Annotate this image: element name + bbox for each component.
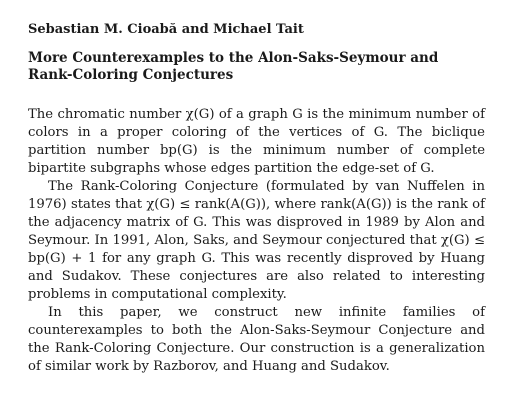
paper-title: More Counterexamples to the Alon-Saks-Seymour and Rank-Coloring Conjectures	[28, 50, 439, 83]
abstract-paragraph-3: In this paper, we construct new infinite families of counterexamples to both the Alon-Saks-Seymour Conjecture and the Rank-Coloring Conjecture. Our construction is a generalization of similar work by Razborov, and Huang and Sudakov.	[28, 305, 485, 374]
abstract	[28, 106, 485, 376]
abstract-paragraph-2: The Rank-Coloring Conjecture (formulated by van Nuffelen in 1976) states that χ(G) ≤ rank(A(G)), where rank(A(G)) is the rank of the adjacency matrix of G. This was disproved in 1989 by Alon and Seymour. In 1991, Alon, Saks, and Seymour conjectured that χ(G) ≤ bp(G) + 1 for any graph G. This was recently disproved by Huang and Sudakov. These conjectures are also related to interesting problems in computational complexity.	[28, 179, 485, 302]
paper-authors: Sebastian M. Cioabă and Michael Tait	[28, 22, 304, 37]
abstract-paragraph-1: The chromatic number χ(G) of a graph G is the minimum number of colors in a proper coloring of the vertices of G. The biclique partition number bp(G) is the minimum number of complete bipartite subgraphs whose edges partition the edge-set of G.	[28, 107, 485, 176]
